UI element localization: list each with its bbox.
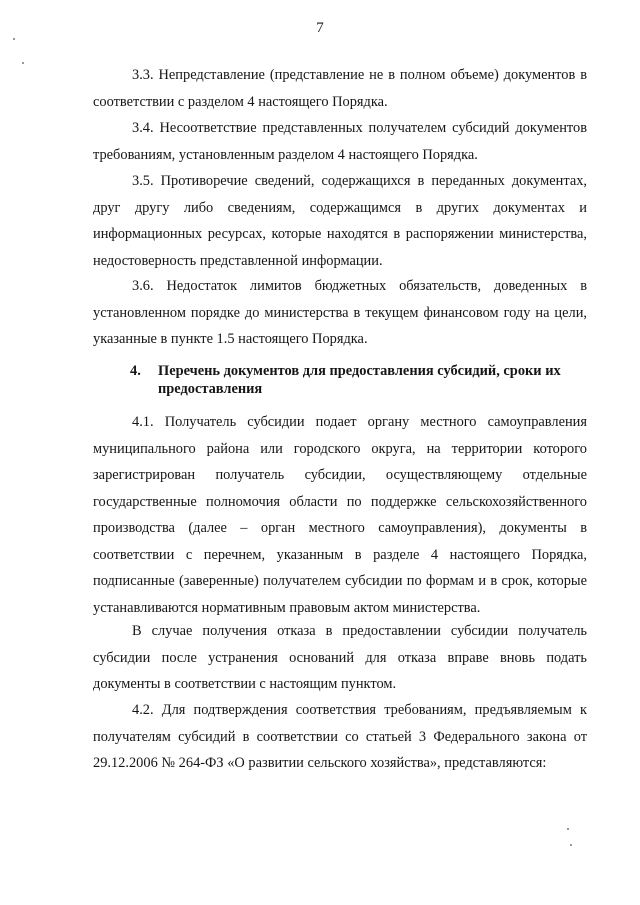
paragraph-4-1: 4.1. Получатель субсидии подает органу местного самоуправления муниципального района или городского округа, на территории которого зарегистрирован получатель субсидии, осуществляющему отдельные государственные полномочия области по поддержке сельскохозяйственного производства (далее – орган местного самоуправления), документы в соответствии с перечнем, указанным в разделе 4 настоящего Порядка, подписанные (заверенные) получателем субсидии по формам и в срок, которые устанавливаются нормативным правовым актом министерства. — [93, 414, 587, 616]
section-title: Перечень документов для предоставления субсидий, сроки их предоставления — [158, 363, 561, 397]
paragraph-3-5: 3.5. Противоречие сведений, содержащихся в переданных документах, друг другу либо сведениям, содержащимся в других документах и информационных ресурсах, которые находятся в распоряжении министерства, недостоверность представленной информации. — [93, 173, 587, 269]
page-number: 7 — [316, 20, 324, 36]
paragraph-3-6: 3.6. Недостаток лимитов бюджетных обязательств, доведенных в установленном порядке до министерства в текущем финансовом году на цели, указанные в пункте 1.5 настоящего Порядка. — [93, 278, 587, 347]
paragraph-3-4: 3.4. Несоответствие представленных получателем субсидий документов требованиям, установленным разделом 4 настоящего Порядка. — [93, 120, 587, 163]
paragraph-4-2: 4.2. Для подтверждения соответствия требованиям, предъявляемым к получателям субсидий в соответствии со статьей 3 Федерального закона от 29.12.2006 № 264-ФЗ «О развитии сельского хозяйства», представляются: — [93, 702, 587, 771]
scan-speck — [570, 844, 572, 846]
section-4-heading — [130, 362, 586, 398]
scan-speck — [22, 62, 24, 64]
scan-speck — [13, 38, 15, 40]
section-number: 4. — [130, 363, 141, 379]
paragraph-3-3: 3.3. Непредставление (представление не в полном объеме) документов в соответствии с разделом 4 настоящего Порядка. — [93, 67, 587, 110]
paragraph-4-1-continued: В случае получения отказа в предоставлении субсидии получатель субсидии после устранения оснований для отказа вправе вновь подать документы в соответствии с настоящим пунктом. — [93, 623, 587, 692]
scan-speck — [567, 828, 569, 830]
